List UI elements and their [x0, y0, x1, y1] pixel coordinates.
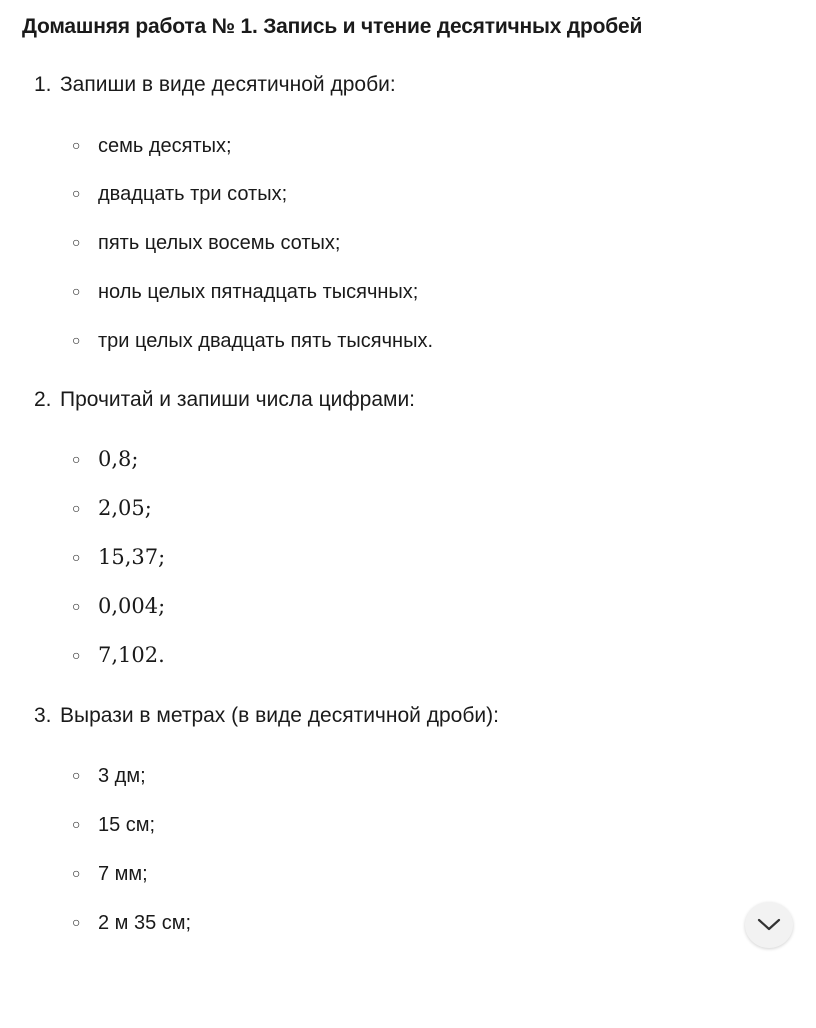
list-item: ○ 2,05; — [72, 493, 152, 524]
bullet-icon: ○ — [72, 283, 81, 299]
bullet-icon: ○ — [72, 185, 81, 201]
bullet-icon: ○ — [72, 332, 81, 348]
bullet-icon: ○ — [72, 647, 81, 663]
task-text: Прочитай и запиши числа цифрами: — [60, 388, 416, 411]
list-item: ○ 0,8; — [72, 444, 138, 475]
task-number: 1. — [34, 73, 52, 96]
bullet-icon: ○ — [72, 865, 81, 881]
task-1 — [34, 70, 396, 100]
list-item: ○ 0,004; — [72, 591, 165, 622]
list-item: ○ семь десятых; — [72, 130, 232, 161]
bullet-icon: ○ — [72, 549, 81, 565]
chevron-down-icon — [757, 918, 781, 932]
scroll-down-button[interactable] — [745, 902, 793, 948]
list-item: ○ двадцать три сотых; — [72, 178, 287, 209]
page-title: Домашняя работа № 1. Запись и чтение десятичных дробей — [22, 15, 643, 38]
bullet-icon: ○ — [72, 451, 81, 467]
bullet-icon: ○ — [72, 816, 81, 832]
list-item: ○ 2 м 35 см; — [72, 907, 191, 938]
task-text: Запиши в виде десятичной дроби: — [60, 73, 396, 96]
task-number: 3. — [34, 704, 52, 727]
list-item: ○ 15,37; — [72, 542, 165, 573]
list-item: ○ 15 см; — [72, 809, 155, 840]
list-item: ○ пять целых восемь сотых; — [72, 227, 340, 258]
task-3 — [34, 701, 499, 731]
task-text: Вырази в метрах (в виде десятичной дроби): — [60, 704, 499, 727]
list-item: ○ три целых двадцать пять тысячных. — [72, 325, 433, 356]
list-item: ○ ноль целых пятнадцать тысячных; — [72, 276, 418, 307]
list-item: ○ 7,102. — [72, 640, 165, 671]
list-item: ○ 7 мм; — [72, 858, 148, 889]
bullet-icon: ○ — [72, 500, 81, 516]
bullet-icon: ○ — [72, 598, 81, 614]
bullet-icon: ○ — [72, 137, 81, 153]
task-2 — [34, 385, 415, 415]
bullet-icon: ○ — [72, 767, 81, 783]
task-number: 2. — [34, 388, 52, 411]
bullet-icon: ○ — [72, 234, 81, 250]
list-item: ○ 3 дм; — [72, 760, 146, 791]
bullet-icon: ○ — [72, 914, 81, 930]
